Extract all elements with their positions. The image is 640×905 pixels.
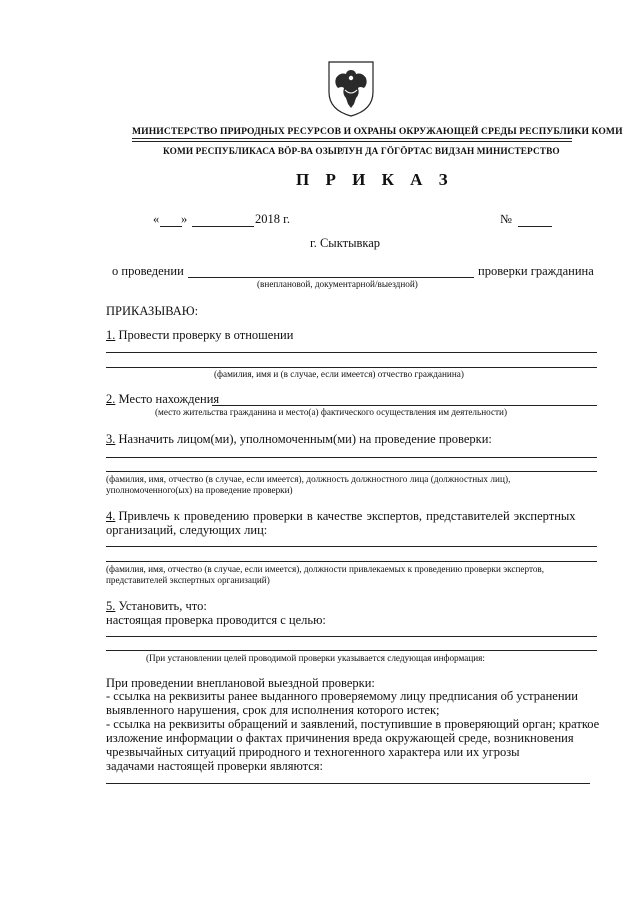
- item-3: [106, 432, 492, 447]
- item-1-number: 1.: [106, 328, 116, 342]
- tasks-blank[interactable]: [106, 783, 590, 784]
- coat-of-arms-emblem: [326, 58, 376, 118]
- header-rule-top: [132, 138, 572, 139]
- date-month-blank[interactable]: [192, 226, 254, 227]
- subject-hint: (внеплановой, документарной/выездной): [257, 279, 418, 289]
- item-1-blank-1[interactable]: [106, 352, 597, 353]
- item-2: [106, 392, 219, 407]
- bullet-1-line-1: - ссылка на реквизиты ранее выданного проверяемому лицу предписания об устранении: [106, 689, 578, 703]
- ministry-name-ru: МИНИСТЕРСТВО ПРИРОДНЫХ РЕСУРСОВ И ОХРАНЫ ОКРУЖАЮЩЕЙ СРЕДЫ РЕСПУБЛИКИ КОМИ: [132, 126, 623, 137]
- emblem-icon: [326, 58, 376, 118]
- item-4-blank-2[interactable]: [106, 561, 597, 562]
- bullet-1-line-2: выявленного нарушения, срок для исполнения которого истек;: [106, 703, 440, 717]
- item-2-blank[interactable]: [212, 405, 597, 406]
- item-4-text-2: организаций, следующих лиц:: [106, 523, 268, 537]
- item-1: [106, 328, 293, 343]
- item-1-blank-2[interactable]: [106, 367, 597, 368]
- subject-type-blank[interactable]: [188, 277, 474, 278]
- item-3-hint-2: уполномоченного(ых) на проведение проверки): [106, 485, 293, 495]
- item-3-text: Назначить лицом(ми), уполномоченным(ми) на проведение проверки:: [118, 432, 492, 446]
- order-word: ПРИКАЗЫВАЮ:: [106, 304, 199, 318]
- item-1-hint: (фамилия, имя и (в случае, если имеется) отчество гражданина): [214, 369, 464, 379]
- ministry-name-komi: КОМИ РЕСПУБЛИКАСА ВÖР-ВА ОЗЫРЛУН ДА ГÖГÖРТАС ВИДЗАН МИНИСТЕРСТВО: [163, 147, 560, 157]
- order-number-blank[interactable]: [518, 226, 552, 227]
- subject-prefix: о проведении: [112, 264, 184, 278]
- item-5-hint: (При установлении целей проводимой проверки указывается следующая информация:: [146, 653, 485, 663]
- bullet-2-line-3: чрезвычайных ситуаций природного и техногенного характера или их угрозы: [106, 745, 520, 759]
- unplanned-heading: При проведении внеплановой выездной проверки:: [106, 676, 375, 690]
- bullet-2-line-2: изложение информации о фактах причинения вреда окружающей среде, возникновения: [106, 731, 574, 745]
- item-3-blank-1[interactable]: [106, 457, 597, 458]
- item-2-hint: (место жительства гражданина и место(а) фактического осуществления им деятельности): [155, 407, 508, 417]
- item-5-number: 5.: [106, 599, 116, 613]
- city: г. Сыктывкар: [310, 236, 381, 250]
- item-5-text: Установить, что:: [118, 599, 207, 613]
- tasks-line: задачами настоящей проверки являются:: [106, 759, 324, 773]
- item-4-blank-1[interactable]: [106, 546, 597, 547]
- item-3-blank-2[interactable]: [106, 471, 597, 472]
- item-5-blank-2[interactable]: [106, 650, 597, 651]
- subject-suffix: проверки гражданина: [478, 264, 594, 278]
- date-open-quote: «: [153, 212, 160, 226]
- order-number-label: №: [500, 212, 512, 226]
- item-4-hint-1: (фамилия, имя, отчество (в случае, если имеется), должности привлекаемых к проведению проверки экспертов,: [106, 564, 545, 574]
- item-1-text: Провести проверку в отношении: [118, 328, 294, 342]
- item-4-text-1: Привлечь к проведению проверки в качестве экспертов, представителей экспертных: [118, 509, 576, 523]
- date-day-blank[interactable]: [160, 226, 182, 227]
- item-5: [106, 599, 207, 614]
- date-year: 2018 г.: [255, 212, 290, 226]
- item-4-hint-2: представителей экспертных организаций): [106, 575, 270, 585]
- document-title: П Р И К А З: [296, 170, 454, 189]
- item-2-number: 2.: [106, 392, 116, 406]
- item-3-number: 3.: [106, 432, 116, 446]
- item-5-blank-1[interactable]: [106, 636, 597, 637]
- item-3-hint-1: (фамилия, имя, отчество (в случае, если имеется), должность должностного лица (должностных лиц),: [106, 474, 511, 484]
- item-4-line-1: [106, 509, 576, 524]
- item-2-text: Место нахождения: [118, 392, 220, 406]
- bullet-2-line-1: - ссылка на реквизиты обращений и заявлений, поступившие в проверяющий орган; краткое: [106, 717, 600, 731]
- item-5-subtext: настоящая проверка проводится с целью:: [106, 613, 326, 627]
- date-close-quote: »: [181, 212, 188, 226]
- header-rule-top-2: [132, 141, 572, 142]
- item-4-number: 4.: [106, 509, 116, 523]
